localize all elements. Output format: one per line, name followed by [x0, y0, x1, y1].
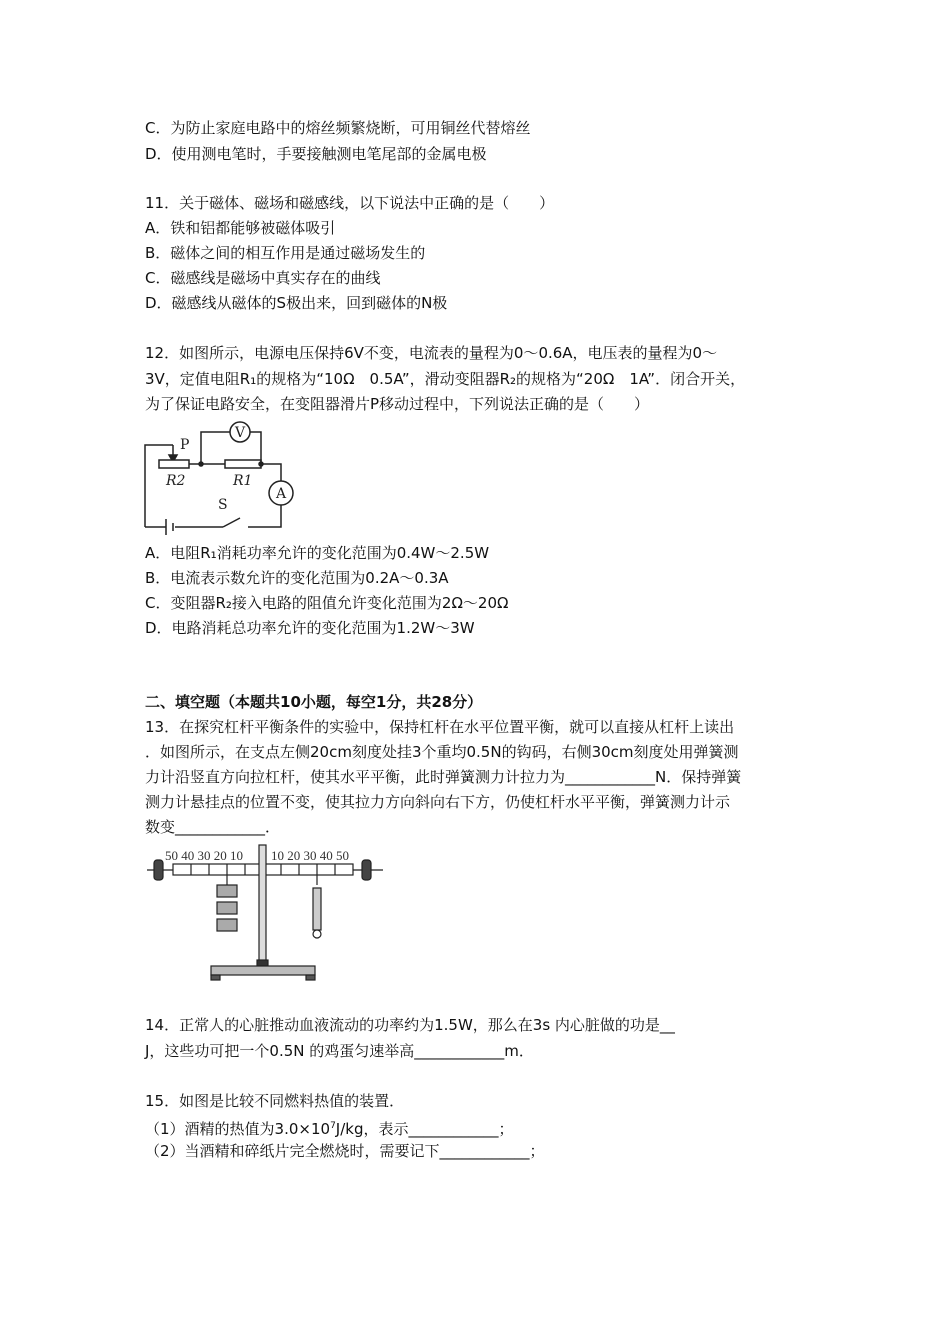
lever-diagram	[145, 840, 385, 990]
q15-part-1-a: （1）酒精的热值为3.0×10	[145, 1120, 331, 1138]
q10-option-c: C．为防止家庭电路中的熔丝频繁烧断，可用铜丝代替熔丝	[145, 119, 531, 137]
q10-option-d: D．使用测电笔时，手要接触测电笔尾部的金属电极	[145, 145, 487, 163]
q13-line-5: 数变____________．	[145, 818, 281, 836]
section-heading: 二、填空题（本题共10小题，每空1分，共28分）	[145, 693, 483, 711]
q12-stem-3: 为了保证电路安全，在变阻器滑片P移动过程中，下列说法正确的是（ ）	[145, 395, 650, 413]
q12-option-d: D．电路消耗总功率允许的变化范围为1.2W～3W	[145, 619, 475, 637]
q15-exponent: 7	[330, 1121, 336, 1131]
switch-label: S	[218, 497, 228, 513]
q15-part-2: （2）当酒精和碎纸片完全燃烧时，需要记下____________；	[145, 1142, 545, 1160]
r1-label: R1	[233, 473, 253, 489]
q11-stem: 11．关于磁体、磁场和磁感线，以下说法中正确的是（ ）	[145, 194, 555, 212]
q11-option-c: C．磁感线是磁场中真实存在的曲线	[145, 269, 381, 287]
q13-line-1: 13．在探究杠杆平衡条件的实验中，保持杠杆在水平位置平衡，就可以直接从杠杆上读出	[145, 718, 735, 736]
q15-part-1-b: J/kg，表示____________；	[335, 1120, 514, 1138]
circuit-diagram	[140, 415, 300, 535]
q15-part-1	[145, 1116, 513, 1139]
q13-line-2: ．如图所示，在支点左侧20cm刻度处挂3个重均0.5N的钩码，右侧30cm刻度处用弹簧测	[145, 743, 739, 761]
q14-line-2: J，这些功可把一个0.5N 的鸡蛋匀速举高____________m．	[145, 1042, 534, 1060]
q11-option-d: D．磁感线从磁体的S极出来，回到磁体的N极	[145, 294, 448, 312]
slider-p-label: P	[180, 437, 190, 453]
r2-label: R2	[166, 473, 186, 489]
ammeter-label: A	[276, 486, 287, 502]
q12-option-a: A．电阻R₁消耗功率允许的变化范围为0.4W～2.5W	[145, 544, 490, 562]
q13-line-4: 测力计悬挂点的位置不变，使其拉力方向斜向右下方，仍使杠杆水平平衡，弹簧测力计示	[145, 793, 731, 811]
q13-line-3: 力计沿竖直方向拉杠杆，使其水平平衡，此时弹簧测力计拉力为____________N．保持弹簧	[145, 768, 742, 786]
q11-option-b: B．磁体之间的相互作用是通过磁场发生的	[145, 244, 426, 262]
scale-left-label: 50 40 30 20 10	[165, 848, 243, 863]
q12-option-c: C．变阻器R₂接入电路的阻值允许变化范围为2Ω～20Ω	[145, 594, 509, 612]
q12-stem-2: 3V，定值电阻R₁的规格为“10Ω 0.5A”，滑动变阻器R₂的规格为“20Ω 1A”．闭合开关，	[145, 370, 746, 388]
q12-option-b: B．电流表示数允许的变化范围为0.2A～0.3A	[145, 569, 449, 587]
q15-stem: 15．如图是比较不同燃料热值的装置．	[145, 1092, 405, 1110]
q12-stem-1: 12．如图所示，电源电压保持6V不变，电流表的量程为0～0.6A，电压表的量程为0～	[145, 344, 718, 362]
q11-option-a: A．铁和铝都能够被磁体吸引	[145, 219, 336, 237]
voltmeter-label: V	[235, 425, 246, 441]
q14-line-1: 14．正常人的心脏推动血液流动的功率约为1.5W，那么在3s 内心脏做的功是__	[145, 1016, 675, 1034]
scale-right-label: 10 20 30 40 50	[271, 848, 349, 863]
